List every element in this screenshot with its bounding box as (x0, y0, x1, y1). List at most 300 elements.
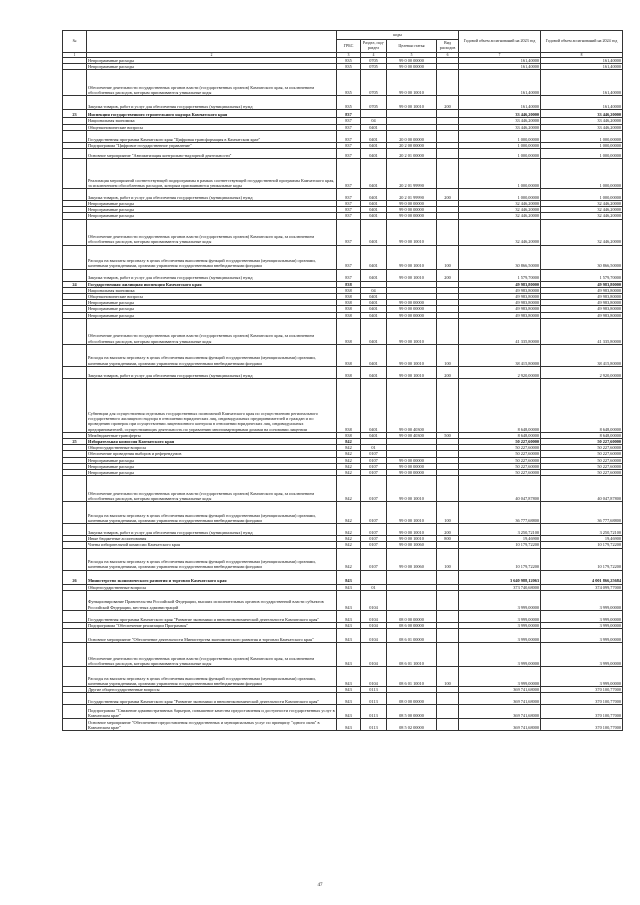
row-number (63, 318, 87, 344)
row-target-article: 08 5 02 00000 (387, 719, 437, 731)
row-amount-2024: 2 920,00000 (541, 366, 623, 378)
row-name: Инспекция государственного строительного надзора Камчатского края (87, 110, 337, 118)
row-amount-2023: 3 999,00000 (459, 622, 541, 628)
row-amount-2024: 1 000,00000 (541, 142, 623, 148)
row-expense-type (437, 570, 459, 584)
row-expense-type: 800 (437, 536, 459, 542)
row-expense-type (437, 219, 459, 245)
table-row (63, 219, 623, 245)
row-amount-2024: 33 446,20000 (541, 118, 623, 124)
row-amount-2024: 370 100,77000 (541, 719, 623, 731)
row-amount-2024: 370 100,77000 (541, 705, 623, 719)
row-razdel: 0401 (361, 201, 387, 207)
row-number (63, 610, 87, 622)
row-grbs: 843 (337, 629, 361, 643)
table-row (63, 643, 623, 667)
row-target-article: 08 0 00 00000 (387, 610, 437, 622)
row-grbs: 837 (337, 269, 361, 281)
row-name: Иные бюджетные ассигнования (87, 536, 337, 542)
row-name: Расходы на выплаты персоналу в целях обеспечения выполнения функций государственными (муниципальными) органами, казенными учреждениями, органами управления государственными внебюджетными фондами (87, 502, 337, 524)
row-razdel: 0401 (361, 344, 387, 366)
row-expense-type (437, 693, 459, 705)
row-grbs: 837 (337, 245, 361, 269)
row-target-article: 20 2 01 99990 (387, 189, 437, 201)
row-name: Основное мероприятие "Обеспечение деятельности Министерства экономического развития и торговли Камчатского края" (87, 629, 337, 643)
row-target-article: 99 0 00 10010 (387, 269, 437, 281)
row-razdel: 0401 (361, 142, 387, 148)
row-name: Общеэкономические вопросы (87, 294, 337, 300)
row-grbs: 843 (337, 590, 361, 610)
row-number (63, 590, 87, 610)
row-razdel: 04 (361, 118, 387, 124)
row-name: Обеспечение деятельности государственных органов власти (государственных органов) Камчатского края, за исключением обособленных расходов, которым присваиваются уникальные коды (87, 318, 337, 344)
row-expense-type: 100 (437, 344, 459, 366)
row-amount-2024: 161,40000 (541, 58, 623, 64)
row-amount-2024: 8 648,00000 (541, 378, 623, 432)
row-grbs: 843 (337, 705, 361, 719)
row-amount-2024: 3 999,00000 (541, 643, 623, 667)
row-target-article: 08 0 00 00000 (387, 693, 437, 705)
row-name: Члены избирательной комиссии Камчатского края (87, 542, 337, 548)
row-grbs: 843 (337, 584, 361, 590)
row-target-article: 99 0 00 00000 (387, 463, 437, 469)
row-amount-2023: 3 250,72100 (459, 524, 541, 536)
row-amount-2024: 32 446,20000 (541, 219, 623, 245)
row-target-article: 99 0 00 10010 (387, 502, 437, 524)
index-cell: 1 (63, 53, 87, 58)
row-target-article: 99 0 00 40300 (387, 378, 437, 432)
row-expense-type: 100 (437, 667, 459, 687)
row-name: Расходы на выплаты персоналу в целях обеспечения выполнения функций государственными (муниципальными) органами, казенными учреждениями, органами управления государственными внебюджетными фондами (87, 548, 337, 570)
row-number (63, 96, 87, 110)
index-cell: 7 (459, 53, 541, 58)
row-target-article: 20 2 01 00000 (387, 149, 437, 159)
row-grbs: 842 (337, 457, 361, 463)
row-grbs: 842 (337, 470, 361, 476)
row-grbs: 837 (337, 201, 361, 207)
row-grbs: 838 (337, 312, 361, 318)
row-amount-2023: 3 640 988,12063 (459, 570, 541, 584)
index-cell: 4 (361, 53, 387, 58)
row-razdel: 0107 (361, 548, 387, 570)
budget-table-sheet (62, 30, 622, 731)
row-amount-2024: 1 000,00000 (541, 189, 623, 201)
row-razdel: 0401 (361, 245, 387, 269)
row-amount-2023: 38 415,80000 (459, 344, 541, 366)
row-razdel: 0113 (361, 719, 387, 731)
row-razdel: 0705 (361, 96, 387, 110)
row-razdel: 0401 (361, 189, 387, 201)
row-amount-2024: 3 999,00000 (541, 590, 623, 610)
row-amount-2023: 369 741,68000 (459, 719, 541, 731)
header-vid: Вид расходов (437, 40, 459, 53)
table-row (63, 269, 623, 281)
row-amount-2024: 33 446,20000 (541, 110, 623, 118)
row-grbs: 842 (337, 502, 361, 524)
row-number (63, 705, 87, 719)
row-number: 26 (63, 570, 87, 584)
row-amount-2024: 1 000,00000 (541, 130, 623, 142)
row-amount-2023: 50 227,60000 (459, 457, 541, 463)
row-expense-type: 100 (437, 502, 459, 524)
row-grbs: 837 (337, 219, 361, 245)
row-grbs: 837 (337, 207, 361, 213)
row-amount-2023: 40 047,87800 (459, 476, 541, 502)
table-row (63, 110, 623, 118)
row-target-article: 99 0 00 00000 (387, 300, 437, 306)
row-razdel: 0401 (361, 294, 387, 300)
row-number (63, 719, 87, 731)
row-amount-2023: 32 446,20000 (459, 207, 541, 213)
row-target-article: 08 5 00 00000 (387, 705, 437, 719)
table-row (63, 378, 623, 432)
row-target-article: 99 0 00 10010 (387, 476, 437, 502)
row-amount-2023: 1 579,70000 (459, 269, 541, 281)
row-amount-2023: 49 983,80000 (459, 294, 541, 300)
row-amount-2024: 19,46900 (541, 536, 623, 542)
table-row (63, 629, 623, 643)
row-amount-2023: 3 999,00000 (459, 610, 541, 622)
row-expense-type (437, 629, 459, 643)
row-expense-type: 100 (437, 245, 459, 269)
row-grbs: 843 (337, 719, 361, 731)
header-codes: коды (337, 31, 459, 40)
row-amount-2024: 3 999,00000 (541, 629, 623, 643)
row-name: Расходы на выплаты персоналу в целях обеспечения выполнения функций государственными (муниципальными) органами, казенными учреждениями, органами управления государственными внебюджетными фондами (87, 344, 337, 366)
row-number (63, 130, 87, 142)
row-grbs: 837 (337, 149, 361, 159)
row-name: Непрограммные расходы (87, 300, 337, 306)
row-amount-2023: 8 648,00000 (459, 432, 541, 438)
row-expense-type: 200 (437, 269, 459, 281)
row-number (63, 502, 87, 524)
row-number (63, 189, 87, 201)
row-number (63, 378, 87, 432)
row-target-article: 08 6 01 10010 (387, 643, 437, 667)
row-razdel: 0107 (361, 470, 387, 476)
header-year-2023: Годовой объем ассигнований на 2023 год (459, 31, 541, 53)
row-name: Государственная программа Камчатского края "Цифровая трансформация в Камчатском крае" (87, 130, 337, 142)
row-target-article: 99 0 00 10010 (387, 245, 437, 269)
row-expense-type: 100 (437, 548, 459, 570)
row-amount-2023: 1 000,00000 (459, 149, 541, 159)
row-name: Общеэкономические вопросы (87, 124, 337, 130)
row-amount-2023: 3 999,00000 (459, 590, 541, 610)
row-name: Непрограммные расходы (87, 306, 337, 312)
table-row (63, 570, 623, 584)
row-amount-2023: 33 446,20000 (459, 124, 541, 130)
row-amount-2023: 369 741,68000 (459, 687, 541, 693)
row-razdel: 0401 (361, 159, 387, 189)
row-amount-2023: 49 983,80000 (459, 300, 541, 306)
row-number (63, 629, 87, 643)
table-row (63, 159, 623, 189)
row-name: Обеспечение деятельности государственных органов власти (государственных органов) Камчатского края, за исключением обособленных расходов, которым присваиваются уникальные коды (87, 476, 337, 502)
row-amount-2023: 50 227,60000 (459, 439, 541, 445)
row-target-article: 99 0 00 10010 (387, 536, 437, 542)
row-target-article: 08 6 01 00000 (387, 629, 437, 643)
row-razdel: 0104 (361, 622, 387, 628)
row-razdel: 0104 (361, 629, 387, 643)
row-name: Закупка товаров, работ и услуг для обеспечения государственных (муниципальных) нужд (87, 524, 337, 536)
row-grbs: 837 (337, 213, 361, 219)
row-amount-2023: 3 999,00000 (459, 643, 541, 667)
row-number (63, 366, 87, 378)
row-amount-2023: 50 227,60000 (459, 463, 541, 469)
row-razdel: 0401 (361, 300, 387, 306)
row-grbs: 843 (337, 570, 361, 584)
row-number (63, 524, 87, 536)
row-amount-2023: 10 179,72200 (459, 548, 541, 570)
row-amount-2024: 38 415,80000 (541, 344, 623, 366)
row-amount-2023: 8 648,00000 (459, 378, 541, 432)
row-number (63, 219, 87, 245)
row-target-article: 99 0 00 00000 (387, 213, 437, 219)
row-expense-type (437, 610, 459, 622)
row-target-article: 99 0 00 10060 (387, 548, 437, 570)
row-expense-type (437, 643, 459, 667)
row-amount-2023: 49 983,80000 (459, 281, 541, 287)
row-target-article: 99 0 00 00000 (387, 58, 437, 64)
row-grbs: 837 (337, 142, 361, 148)
row-razdel: 0401 (361, 318, 387, 344)
row-razdel: 0107 (361, 524, 387, 536)
table-row (63, 476, 623, 502)
row-razdel: 0401 (361, 378, 387, 432)
row-name: Межбюджетные трансферты (87, 432, 337, 438)
row-name: Непрограммные расходы (87, 470, 337, 476)
row-name: Основное мероприятие "Автоматизация контрольно-надзорной деятельности" (87, 149, 337, 159)
row-grbs: 843 (337, 667, 361, 687)
row-amount-2023: 49 983,80000 (459, 287, 541, 293)
row-grbs: 835 (337, 96, 361, 110)
row-razdel: 0401 (361, 124, 387, 130)
row-grbs: 837 (337, 130, 361, 142)
index-cell: 3 (337, 53, 361, 58)
row-amount-2024: 32 446,20000 (541, 201, 623, 207)
row-razdel: 0401 (361, 306, 387, 312)
row-amount-2024: 8 648,00000 (541, 432, 623, 438)
row-razdel: 04 (361, 287, 387, 293)
row-grbs: 837 (337, 189, 361, 201)
row-target-article: 99 0 00 10010 (387, 344, 437, 366)
row-name: Общегосударственные вопросы (87, 445, 337, 451)
row-razdel (361, 110, 387, 118)
row-target-article: 99 0 00 10010 (387, 318, 437, 344)
row-razdel: 0113 (361, 687, 387, 693)
row-grbs: 842 (337, 439, 361, 445)
row-target-article: 20 2 00 00000 (387, 142, 437, 148)
row-target-article: 99 0 00 40300 (387, 432, 437, 438)
row-amount-2023: 369 741,68000 (459, 693, 541, 705)
row-number (63, 693, 87, 705)
row-amount-2023: 30 866,50000 (459, 245, 541, 269)
row-razdel: 0107 (361, 476, 387, 502)
row-amount-2024: 36 777,68800 (541, 502, 623, 524)
row-name: Национальная экономика (87, 118, 337, 124)
row-name: Закупка товаров, работ и услуг для обеспечения государственных (муниципальных) нужд (87, 366, 337, 378)
row-grbs: 838 (337, 287, 361, 293)
row-grbs: 842 (337, 445, 361, 451)
header-row-top (63, 31, 623, 40)
row-amount-2023: 50 227,60000 (459, 451, 541, 457)
table-row (63, 705, 623, 719)
row-amount-2024: 50 227,60000 (541, 445, 623, 451)
row-name: Субвенции для осуществления отдельных государственных полномочий Камчатского края по осуществлению регионального государственного жилищного надзора в отношении юридических лиц, индивидуальных предпринимателей и граждан и по проведению проверок при осуществлении лицензионного контроля в отношении юридических лиц, индивидуальных предпринимателей, осуществляющих деятельность по управлению многоквартирными домами на основании лицензии (87, 378, 337, 432)
row-razdel: 0104 (361, 643, 387, 667)
row-amount-2024: 49 983,80000 (541, 294, 623, 300)
row-grbs: 835 (337, 70, 361, 96)
row-amount-2024: 10 179,72200 (541, 548, 623, 570)
index-cell: 8 (541, 53, 623, 58)
row-name: Государственная программа Камчатского края "Развитие экономики и внешнеэкономической деятельности Камчатского края" (87, 693, 337, 705)
row-amount-2023: 2 920,00000 (459, 366, 541, 378)
row-razdel: 0401 (361, 130, 387, 142)
row-name: Национальная экономика (87, 287, 337, 293)
row-razdel: 0705 (361, 70, 387, 96)
row-razdel: 0113 (361, 693, 387, 705)
row-grbs: 842 (337, 548, 361, 570)
row-number (63, 159, 87, 189)
row-name: Непрограммные расходы (87, 201, 337, 207)
row-target-article: 99 0 00 00000 (387, 201, 437, 207)
page-number: 47 (317, 883, 323, 888)
row-amount-2023: 3 999,00000 (459, 629, 541, 643)
row-razdel: 0401 (361, 219, 387, 245)
row-grbs: 837 (337, 159, 361, 189)
row-amount-2024: 370 100,77000 (541, 693, 623, 705)
row-name: Государственная программа Камчатского края "Развитие экономики и внешнеэкономической деятельности Камчатского края" (87, 610, 337, 622)
row-amount-2023: 33 446,20000 (459, 110, 541, 118)
row-expense-type: 200 (437, 524, 459, 536)
row-amount-2023: 373 740,68000 (459, 584, 541, 590)
row-amount-2024: 49 983,80000 (541, 281, 623, 287)
row-razdel: 0104 (361, 590, 387, 610)
row-expense-type (437, 159, 459, 189)
index-cell: 6 (437, 53, 459, 58)
row-name: Избирательная комиссия Камчатского края (87, 439, 337, 445)
row-amount-2024: 370 100,77000 (541, 687, 623, 693)
row-razdel: 0104 (361, 610, 387, 622)
table-row (63, 70, 623, 96)
row-amount-2024: 32 446,20000 (541, 207, 623, 213)
row-target-article: 99 0 00 10010 (387, 96, 437, 110)
row-grbs: 843 (337, 687, 361, 693)
header-year-2024: Годовой объем ассигнований на 2024 год (541, 31, 623, 53)
row-grbs: 837 (337, 110, 361, 118)
header-num: № (63, 31, 87, 53)
row-amount-2023: 161,40000 (459, 64, 541, 70)
row-grbs: 843 (337, 622, 361, 628)
row-name: Закупка товаров, работ и услуг для обеспечения государственных (муниципальных) нужд (87, 96, 337, 110)
row-target-article: 99 0 00 00000 (387, 207, 437, 213)
row-amount-2024: 49 983,80000 (541, 300, 623, 306)
row-amount-2023: 161,40000 (459, 70, 541, 96)
row-amount-2023: 49 983,80000 (459, 306, 541, 312)
row-grbs: 838 (337, 294, 361, 300)
row-razdel: 0107 (361, 536, 387, 542)
row-amount-2024: 10 179,72200 (541, 542, 623, 548)
row-number (63, 245, 87, 269)
row-expense-type (437, 130, 459, 142)
table-row (63, 149, 623, 159)
row-amount-2024: 3 250,72100 (541, 524, 623, 536)
row-name: Расходы на выплаты персоналу в целях обеспечения выполнения функций государственными (муниципальными) органами, казенными учреждениями, органами управления государственными внебюджетными фондами (87, 245, 337, 269)
row-target-article: 20 0 00 00000 (387, 130, 437, 142)
row-amount-2024: 49 983,80000 (541, 312, 623, 318)
row-amount-2023: 50 227,60000 (459, 445, 541, 451)
row-number (63, 667, 87, 687)
row-amount-2024: 1 000,00000 (541, 159, 623, 189)
row-name: Обеспечение деятельности государственных органов власти (государственных органов) Камчатского края, за исключением обособленных расходов, которым присваиваются уникальные коды (87, 643, 337, 667)
row-expense-type (437, 476, 459, 502)
row-name: Функционирование Правительства Российской Федерации, высших исполнительных органов государственной власти субъектов Российской Федерации, местных администраций (87, 590, 337, 610)
row-grbs: 842 (337, 542, 361, 548)
row-amount-2023: 19,46900 (459, 536, 541, 542)
row-target-article: 99 0 00 10010 (387, 219, 437, 245)
row-razdel: 01 (361, 584, 387, 590)
row-target-article: 99 0 00 10060 (387, 542, 437, 548)
row-amount-2024: 50 227,60000 (541, 451, 623, 457)
row-amount-2023: 10 179,72200 (459, 542, 541, 548)
row-razdel: 0401 (361, 269, 387, 281)
row-grbs: 838 (337, 378, 361, 432)
row-number (63, 70, 87, 96)
table-row (63, 548, 623, 570)
table-body (63, 58, 623, 731)
row-razdel: 0401 (361, 213, 387, 219)
row-target-article: 99 0 00 00000 (387, 457, 437, 463)
row-name: Основное мероприятие "Обеспечение предоставления государственных и муниципальных услуг по принципу "одного окна" в Камчатском крае" (87, 719, 337, 731)
row-amount-2024: 40 047,87800 (541, 476, 623, 502)
row-grbs: 838 (337, 300, 361, 306)
row-grbs: 842 (337, 476, 361, 502)
table-row (63, 96, 623, 110)
row-expense-type (437, 318, 459, 344)
row-expense-type: 500 (437, 432, 459, 438)
row-grbs: 837 (337, 118, 361, 124)
row-amount-2024: 33 446,20000 (541, 124, 623, 130)
row-amount-2023: 161,40000 (459, 96, 541, 110)
row-razdel: 0107 (361, 463, 387, 469)
row-amount-2024: 50 227,60000 (541, 439, 623, 445)
row-target-article (387, 570, 437, 584)
row-grbs: 842 (337, 451, 361, 457)
row-amount-2024: 41 335,80000 (541, 318, 623, 344)
table-row (63, 245, 623, 269)
row-grbs: 838 (337, 281, 361, 287)
row-razdel: 0107 (361, 542, 387, 548)
row-grbs: 837 (337, 124, 361, 130)
row-grbs: 842 (337, 536, 361, 542)
row-amount-2024: 161,40000 (541, 96, 623, 110)
row-amount-2024: 30 866,50000 (541, 245, 623, 269)
table-row (63, 502, 623, 524)
row-amount-2024: 49 983,80000 (541, 287, 623, 293)
row-name: Обеспечение деятельности государственных органов власти (государственных органов) Камчатского края, за исключением обособленных расходов, которым присваиваются уникальные коды (87, 219, 337, 245)
row-grbs: 842 (337, 463, 361, 469)
budget-table (62, 30, 623, 731)
row-expense-type (437, 719, 459, 731)
row-number (63, 476, 87, 502)
row-amount-2023: 41 335,80000 (459, 318, 541, 344)
row-grbs: 843 (337, 643, 361, 667)
row-expense-type: 200 (437, 366, 459, 378)
row-razdel: 0705 (361, 64, 387, 70)
row-name: Непрограммные расходы (87, 463, 337, 469)
row-expense-type (437, 705, 459, 719)
row-amount-2024: 161,40000 (541, 70, 623, 96)
